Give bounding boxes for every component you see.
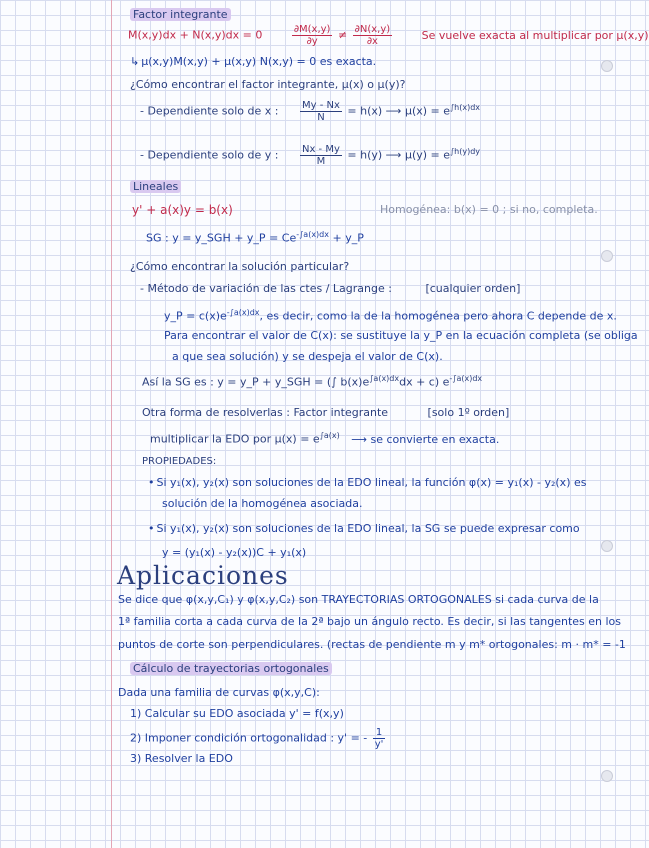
lineales-heading: Lineales <box>130 180 181 194</box>
factor-integrante-heading: Factor integrante <box>130 8 231 22</box>
binder-hole <box>601 60 613 72</box>
property-2-line-b: y = (y₁(x) - y₂(x))C + y₁(x) <box>162 546 307 559</box>
bullet-icon: • <box>148 522 155 535</box>
dada-line: Dada una familia de curvas φ(x,y,C): <box>118 686 320 699</box>
binder-hole <box>601 770 613 782</box>
how-find-question: ¿Cómo encontrar el factor integrante, μ(x) o μ(y)? <box>130 78 406 91</box>
otra-forma-line: Otra forma de resolverlas : Factor integrante [solo 1º orden] <box>142 406 510 419</box>
particular-solution-line: y_P = $c(x)e^{-\int a(x)dx}$, es decir, como la de la homogénea pero ahora C depende de x. <box>164 308 617 323</box>
homogeneous-note: Homogénea: b(x) = 0 ; si no, completa. <box>380 203 598 216</box>
how-particular-question: ¿Cómo encontrar la solución particular? <box>130 260 350 273</box>
dependent-x-line: - Dependiente solo de x : $\frac{My - Nx}{N}$ = h(x) ⟶ $\mu(x) = e^{\int h(x)dx}$ <box>140 100 481 123</box>
general-solution: SG : y = y_SGH + y_P = $Ce^{-\int a(x)dx}$ + y_P <box>146 230 364 245</box>
multiplicar-line: multiplicar la EDO por $\mu(x) = e^{\int a(x)}$ ⟶ se convierte en exacta. <box>150 431 500 446</box>
arrow-hook-icon: ↳ <box>130 55 140 68</box>
property-1-line-a: • Si y₁(x), y₂(x) son soluciones de la EDO lineal, la función φ(x) = y₁(x) - y₂(x) es <box>148 476 587 489</box>
linear-equation: y' + a(x)y = b(x) <box>132 203 233 217</box>
method-variation-line: - Método de variación de las ctes / Lagrange : [cualquier orden] <box>140 282 521 295</box>
aplicaciones-heading: Aplicaciones <box>117 561 289 590</box>
step-1: 1) Calcular su EDO asociada y' = f(x,y) <box>130 707 344 720</box>
property-2-line-a: • Si y₁(x), y₂(x) son soluciones de la EDO lineal, la SG se puede expresar como <box>148 522 580 535</box>
applications-line-2: 1ª familia corta a cada curva de la 2ª bajo un ángulo recto. Es decir, si las tangentes en los <box>118 615 622 628</box>
calculo-heading: Cálculo de trayectorias ortogonales <box>130 662 332 676</box>
binder-hole <box>601 540 613 552</box>
applications-line-1: Se dice que φ(x,y,C₁) y φ(x,y,C₂) son TRAYECTORIAS ORTOGONALES si cada curva de la <box>118 593 599 606</box>
margin-line <box>111 0 112 848</box>
bullet-icon: • <box>148 476 155 489</box>
mu-equation: ↳ μ(x,y)M(x,y) + μ(x,y) N(x,y) = 0 es exacta. <box>130 55 377 68</box>
asi-la-sg-line: Así la SG es : y = y_P + y_SGH = (∫ $b(x)e^{\int a(x)dx}dx + c$) $e^{-\int a(x)dx}$ <box>142 374 483 389</box>
step-2: 2) Imponer condición ortogonalidad : y' = - $\frac{1}{y'}$ <box>130 727 384 750</box>
a-que-line: a que sea solución) y se despeja el valor de C(x). <box>172 350 443 363</box>
property-1-line-b: solución de la homogénea asociada. <box>162 497 363 510</box>
propiedades-heading: PROPIEDADES: <box>142 456 217 467</box>
para-encontrar-line: Para encontrar el valor de C(x): se sustituye la y_P en la ecuación completa (se obliga <box>164 329 638 342</box>
dependent-y-line: - Dependiente solo de y : $\frac{Nx - My}{M}$ = h(y) ⟶ $\mu(y) = e^{\int h(y)dy}$ <box>140 144 481 167</box>
exact-condition-line: M(x,y)dx + N(x,y)dx = 0 $\frac{\partial M(x,y)}{\partial y}$ ≠ $\frac{\partial N(x,y)}{\partial x}$ Se vuelve exacta al multiplicar por μ(x,y) <box>128 24 649 47</box>
step-3: 3) Resolver la EDO <box>130 752 233 765</box>
applications-line-3: puntos de corte son perpendiculares. (rectas de pendiente m y m* ortogonales: m · m* = -1 <box>118 638 626 651</box>
binder-hole <box>601 250 613 262</box>
